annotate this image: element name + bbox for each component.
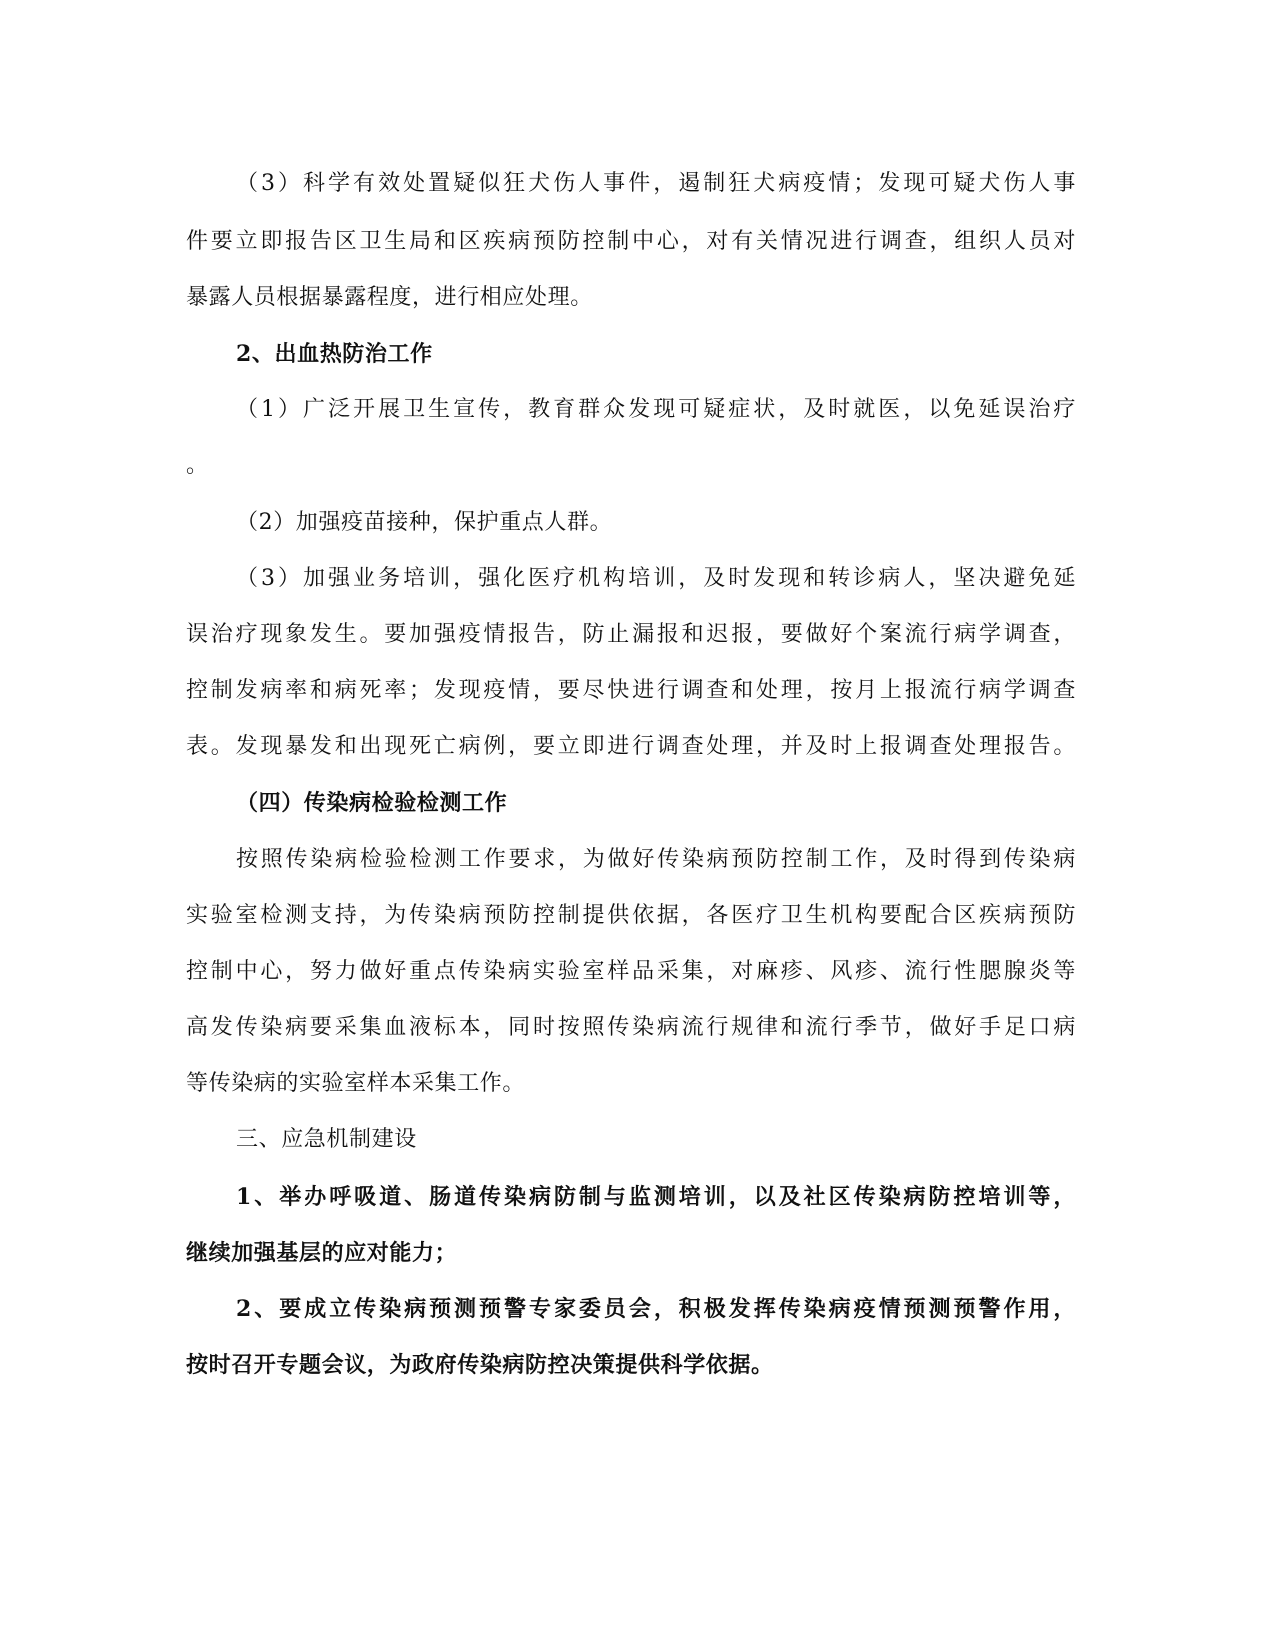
paragraph-line: 1、举办呼吸道、肠道传染病防制与监测培训，以及社区传染病防控培训等， — [236, 1184, 1076, 1210]
paragraph-line: 件要立即报告区卫生局和区疾病预防控制中心，对有关情况进行调查，组织人员对 — [186, 229, 1076, 254]
paragraph-line: 继续加强基层的应对能力； — [186, 1240, 458, 1266]
paragraph-line: 高发传染病要采集血液标本，同时按照传染病流行规律和流行季节，做好手足口病 — [186, 1015, 1076, 1040]
paragraph-line: 按照传染病检验检测工作要求，为做好传染病预防控制工作，及时得到传染病 — [236, 847, 1076, 872]
paragraph-line: （3）加强业务培训，强化医疗机构培训，及时发现和转诊病人，坚决避免延 — [236, 566, 1076, 591]
paragraph-line: 2、要成立传染病预测预警专家委员会，积极发挥传染病疫情预测预警作用， — [236, 1296, 1076, 1322]
paragraph-line: 。 — [186, 453, 209, 478]
paragraph-line: （3）科学有效处置疑似狂犬伤人事件，遏制狂犬病疫情；发现可疑犬伤人事 — [236, 171, 1076, 196]
paragraph-line: 暴露人员根据暴露程度，进行相应处理。 — [186, 285, 593, 310]
section-heading: 2、出血热防治工作 — [236, 341, 433, 367]
paragraph-line: 等传染病的实验室样本采集工作。 — [186, 1071, 526, 1096]
paragraph-line: 控制中心，努力做好重点传染病实验室样品采集，对麻疹、风疹、流行性腮腺炎等 — [186, 959, 1076, 984]
section-heading: 三、应急机制建设 — [236, 1127, 417, 1152]
paragraph-line: 表。发现暴发和出现死亡病例，要立即进行调查处理，并及时上报调查处理报告。 — [186, 734, 1076, 759]
section-heading: （四）传染病检验检测工作 — [236, 790, 508, 816]
paragraph-line: 误治疗现象发生。要加强疫情报告，防止漏报和迟报，要做好个案流行病学调查， — [186, 622, 1076, 647]
paragraph-line: 按时召开专题会议，为政府传染病防控决策提供科学依据。 — [186, 1352, 774, 1378]
paragraph-line: 实验室检测支持，为传染病预防控制提供依据，各医疗卫生机构要配合区疾病预防 — [186, 903, 1076, 928]
paragraph-line: （1）广泛开展卫生宣传，教育群众发现可疑症状，及时就医，以免延误治疗 — [236, 397, 1076, 422]
paragraph-line: （2）加强疫苗接种，保护重点人群。 — [236, 510, 613, 535]
paragraph-line: 控制发病率和病死率；发现疫情，要尽快进行调查和处理，按月上报流行病学调查 — [186, 678, 1076, 703]
